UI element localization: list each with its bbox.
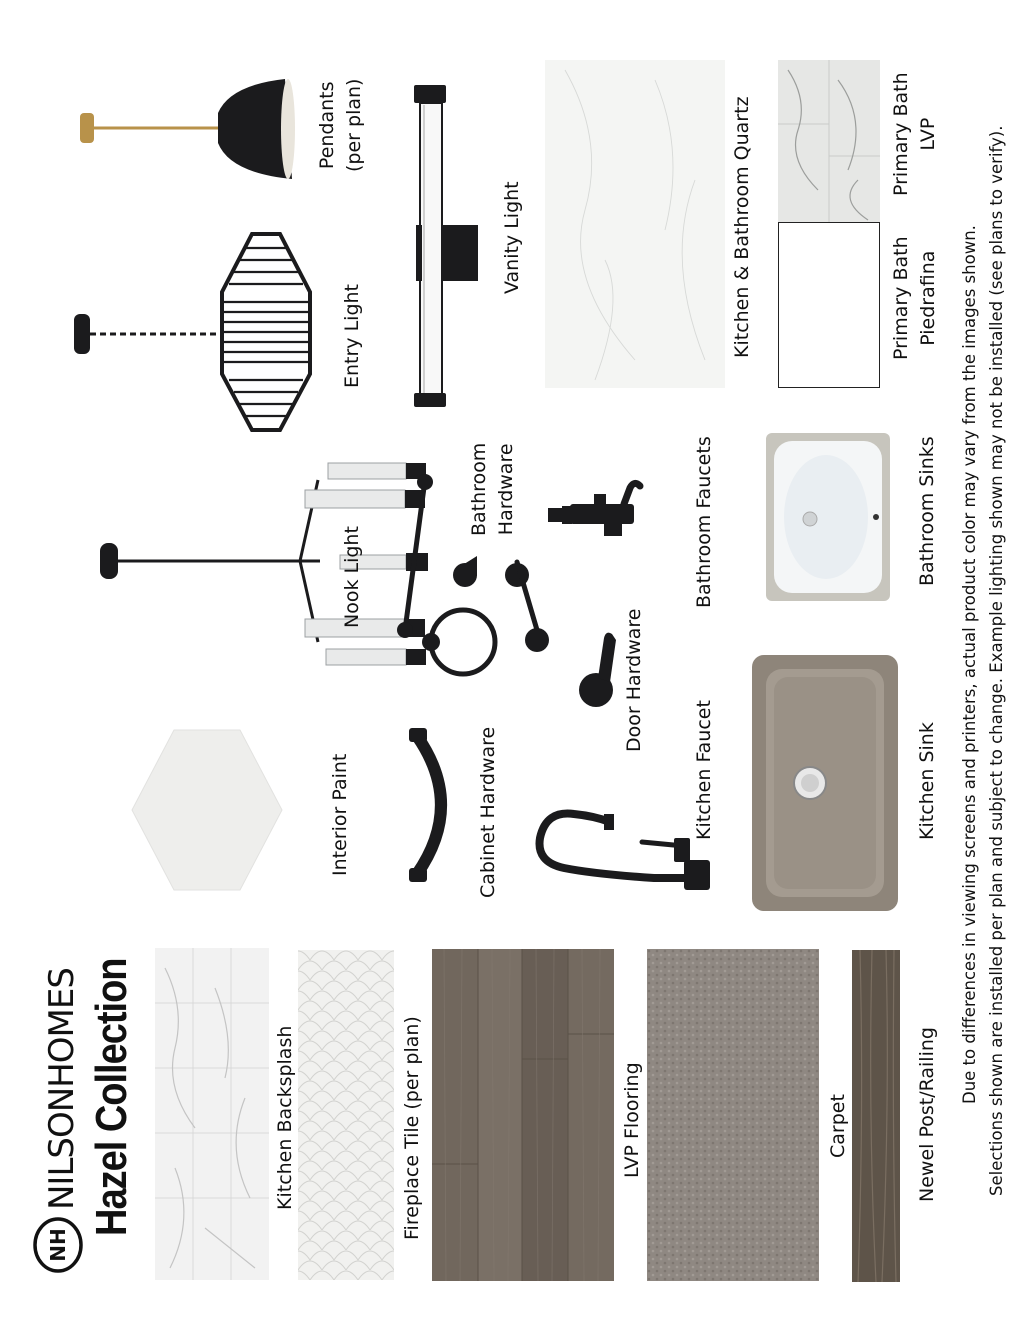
disclaimer-line-1: Due to differences in viewing screens and printers, actual product color may vary from the images shown. <box>960 225 979 1104</box>
kitchen-sink-icon <box>752 655 898 911</box>
primary-bath-lvp-swatch <box>778 60 880 222</box>
kitchen-faucet-label: Kitchen Faucet <box>693 700 715 840</box>
disclaimer-line-2: Selections shown are installed per plan and subject to change. Example lighting shown may not be installed (see plans to verify). <box>987 125 1006 1196</box>
primary-bath-piedrafina-label: Primary Bath Piedrafina <box>890 236 939 360</box>
collection-title: Hazel Collection <box>88 958 137 1236</box>
newel-post-label: Newel Post/Railing <box>916 1027 938 1202</box>
fireplace-tile-swatch <box>298 950 394 1280</box>
interior-paint-swatch <box>132 730 282 890</box>
primary-bath-piedrafina-swatch <box>778 222 880 388</box>
bathroom-faucet-icon <box>548 480 643 540</box>
primary-bath-lvp-label: Primary Bath LVP <box>890 72 939 196</box>
nh-monogram-icon <box>32 1216 84 1274</box>
kitchen-backsplash-label: Kitchen Backsplash <box>274 1025 296 1210</box>
pendants-label: Pendants (per plan) <box>316 78 365 172</box>
bathroom-hardware-label: Bathroom Hardware <box>468 442 517 536</box>
lvp-flooring-swatch <box>432 949 614 1281</box>
nook-light-icon <box>100 460 330 670</box>
svg-text:NH: NH <box>46 1228 70 1262</box>
vanity-light-label: Vanity Light <box>501 181 523 294</box>
carpet-swatch <box>647 949 819 1281</box>
kitchen-backsplash-swatch <box>155 948 269 1280</box>
interior-paint-label: Interior Paint <box>329 753 351 876</box>
entry-light-label: Entry Light <box>341 283 363 388</box>
bathroom-sinks-label: Bathroom Sinks <box>916 436 938 586</box>
fireplace-tile-label: Fireplace Tile (per plan) <box>401 1016 423 1240</box>
cabinet-hardware-label: Cabinet Hardware <box>477 726 499 898</box>
bathroom-faucets-label: Bathroom Faucets <box>693 436 715 608</box>
cabinet-pull-icon <box>405 728 465 882</box>
lvp-flooring-label: LVP Flooring <box>621 1062 643 1178</box>
kitchen-faucet-icon <box>534 808 714 890</box>
door-hardware-label: Door Hardware <box>623 608 645 752</box>
entry-light-icon <box>74 232 314 432</box>
nook-light-label: Nook Light <box>341 526 363 628</box>
bathroom-sink-icon <box>766 433 890 601</box>
pendant-light-icon <box>80 75 295 185</box>
door-lever-icon <box>578 630 620 710</box>
brand-name: NILSONHOMES <box>42 968 82 1210</box>
quartz-label: Kitchen & Bathroom Quartz <box>731 96 753 358</box>
newel-post-swatch <box>852 950 900 1282</box>
vanity-light-icon <box>410 85 480 410</box>
carpet-label: Carpet <box>827 1094 849 1158</box>
quartz-swatch <box>545 60 725 388</box>
kitchen-sink-label: Kitchen Sink <box>916 722 938 840</box>
